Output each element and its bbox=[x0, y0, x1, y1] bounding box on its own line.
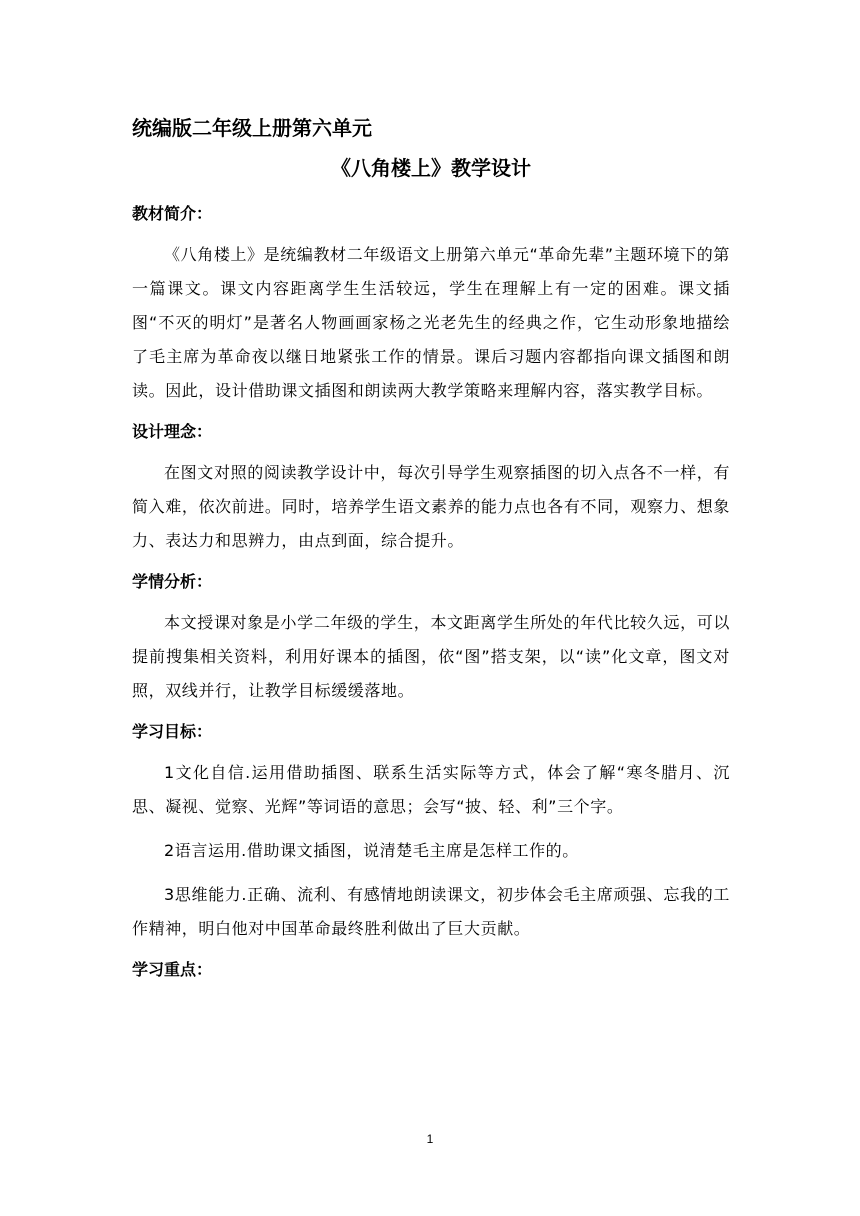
document-body bbox=[132, 112, 730, 982]
section-heading: 学习目标： bbox=[132, 722, 213, 741]
section-key-points bbox=[132, 958, 730, 982]
objective-item: 2语言运用.借助课文插图，说清楚毛主席是怎样工作的。 bbox=[164, 841, 579, 860]
section-heading: 设计理念： bbox=[132, 422, 213, 441]
document-title-lesson: 《八角楼上》教学设计 bbox=[331, 156, 531, 180]
section-design-concept bbox=[132, 420, 730, 558]
objective-item: 1文化自信.运用借助插图、联系生活实际等方式，体会了解“寒冬腊月、沉思、凝视、觉察、光辉”等词语的意思；会写“披、轻、利”三个字。 bbox=[132, 763, 730, 816]
objectives-list bbox=[132, 756, 730, 946]
section-heading: 教材简介： bbox=[132, 204, 213, 223]
section-paragraph: 本文授课对象是小学二年级的学生，本文距离学生所处的年代比较久远，可以提前搜集相关资料，利用好课本的插图，依“图”搭支架，以“读”化文章，图文对照，双线并行，让教学目标缓缓落地。 bbox=[132, 613, 730, 700]
section-heading: 学习重点： bbox=[132, 960, 213, 979]
section-paragraph: 在图文对照的阅读教学设计中，每次引导学生观察插图的切入点各不一样，有简入难，依次前进。同时，培养学生语文素养的能力点也各有不同，观察力、想象力、表达力和思辨力，由点到面，综合提升。 bbox=[132, 463, 730, 550]
document-title-unit: 统编版二年级上册第六单元 bbox=[132, 116, 372, 140]
section-paragraph: 《八角楼上》是统编教材二年级语文上册第六单元“革命先辈”主题环境下的第一篇课文。课文内容距离学生生活较远，学生在理解上有一定的困难。课文插图“不灭的明灯”是著名人物画画家杨之光老先生的经典之作，它生动形象地描绘了毛主席为革命夜以继日地紧张工作的情景。课后习题内容都指向课文插图和朗读。因此，设计借助课文插图和朗读两大教学策略来理解内容，落实教学目标。 bbox=[132, 245, 730, 400]
section-learner-analysis bbox=[132, 570, 730, 708]
section-textbook-intro bbox=[132, 202, 730, 408]
objective-item: 3思维能力.正确、流利、有感情地朗读课文，初步体会毛主席顽强、忘我的工作精神，明白他对中国革命最终胜利做出了巨大贡献。 bbox=[132, 885, 730, 938]
page-number: 1 bbox=[426, 1132, 434, 1146]
section-heading: 学情分析： bbox=[132, 572, 213, 591]
section-learning-objectives bbox=[132, 720, 730, 946]
